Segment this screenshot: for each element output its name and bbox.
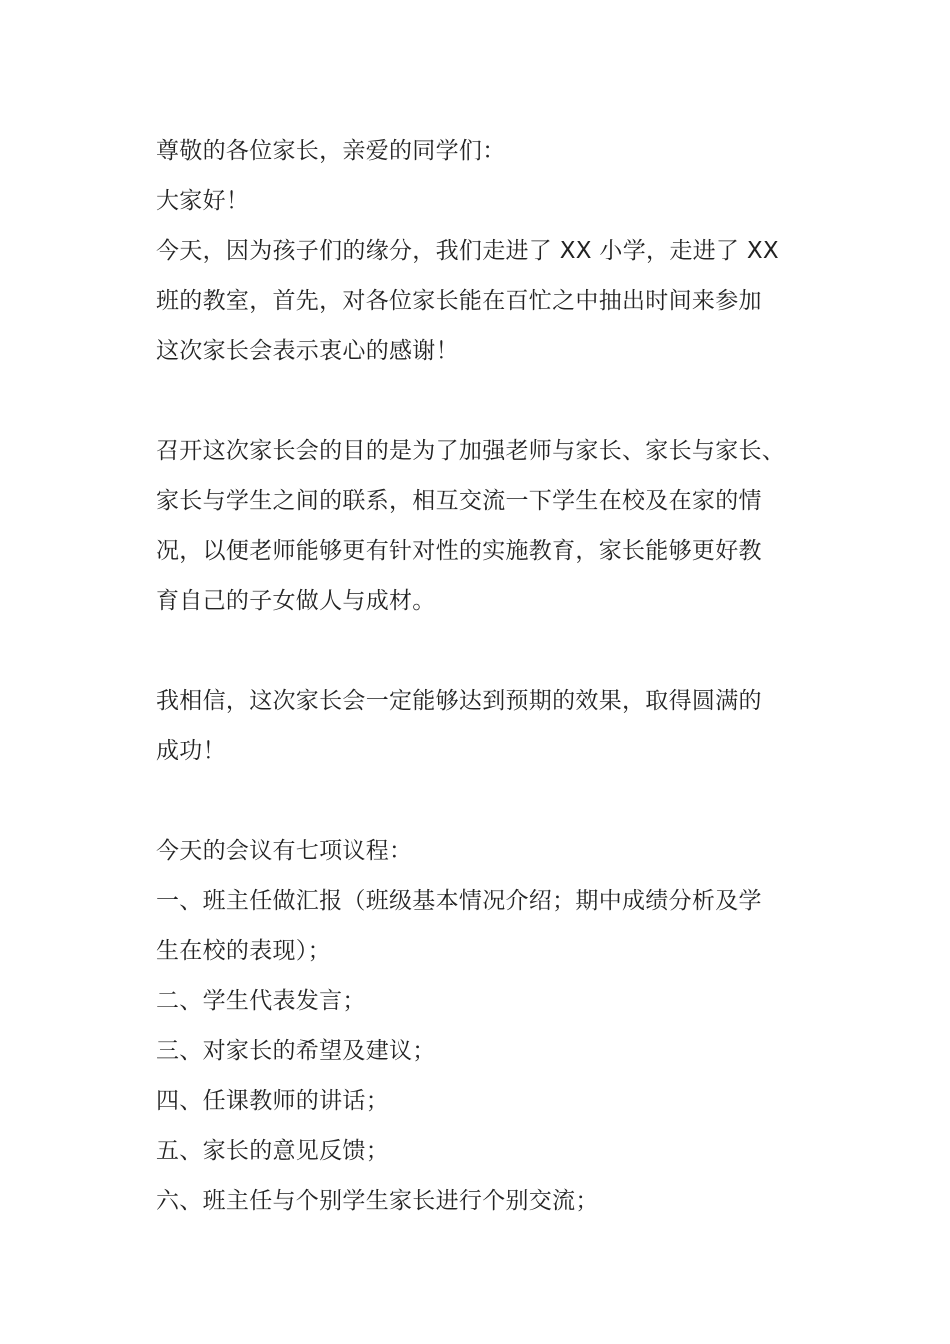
paragraph-gap (156, 776, 816, 826)
greeting: 大家好！ (156, 188, 250, 214)
belief-line: 我相信，这次家长会一定能够达到预期的效果，取得圆满的 (156, 688, 762, 714)
agenda-item: 五、家长的意见反馈； (156, 1138, 389, 1164)
agenda-item: 二、学生代表发言； (156, 988, 366, 1014)
purpose-line: 家长与学生之间的联系，相互交流一下学生在校及在家的情 (156, 488, 762, 514)
paragraph-gap (156, 376, 816, 426)
agenda-item: 生在校的表现）； (156, 938, 331, 964)
purpose-line: 召开这次家长会的目的是为了加强老师与家长、家长与家长、 (156, 438, 786, 464)
document-body (156, 126, 816, 1226)
intro-line: 今天，因为孩子们的缘分，我们走进了 XX 小学，走进了 XX (156, 238, 779, 264)
purpose-line: 况，以便老师能够更有针对性的实施教育，家长能够更好教 (156, 538, 762, 564)
paragraph-gap (156, 626, 816, 676)
agenda-item: 四、任课教师的讲话； (156, 1088, 389, 1114)
purpose-line: 育自己的子女做人与成材。 (156, 588, 436, 614)
intro-line: 这次家长会表示衷心的感谢！ (156, 338, 459, 364)
salutation: 尊敬的各位家长，亲爱的同学们： (156, 138, 506, 164)
agenda-item: 一、班主任做汇报（班级基本情况介绍；期中成绩分析及学 (156, 888, 762, 914)
agenda-item: 六、班主任与个别学生家长进行个别交流； (156, 1188, 599, 1214)
agenda-intro: 今天的会议有七项议程： (156, 838, 413, 864)
belief-line: 成功！ (156, 738, 226, 764)
agenda-item: 三、对家长的希望及建议； (156, 1038, 436, 1064)
intro-line: 班的教室，首先，对各位家长能在百忙之中抽出时间来参加 (156, 288, 762, 314)
